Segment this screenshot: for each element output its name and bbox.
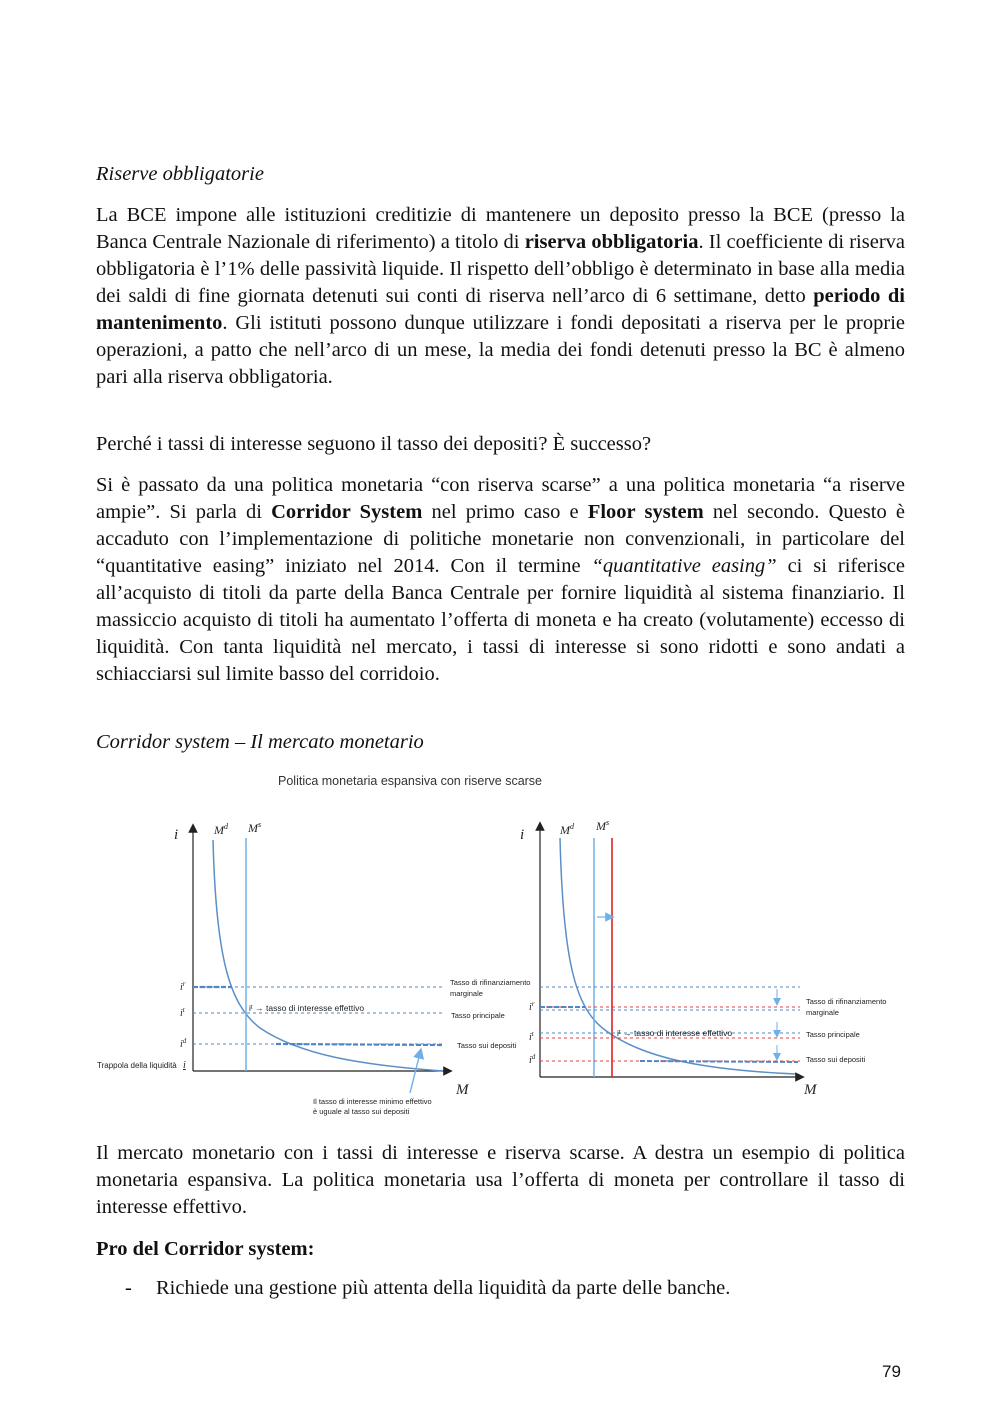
left-note-b: è uguale al tasso sui depositi <box>313 1107 410 1116</box>
right-it-label: $i^t$ <box>529 1030 534 1043</box>
bullet-mark: - <box>125 1277 132 1299</box>
left-rate-deposits: Tasso sui depositi <box>457 1041 517 1050</box>
right-id-heavy <box>640 1061 798 1062</box>
left-note-a: Il tasso di interesse minimo effettivo <box>313 1097 432 1106</box>
p2-text-c: nel primo caso e <box>422 501 588 523</box>
right-ms-label: $M^s$ <box>596 818 610 833</box>
left-trap-label: Trappola della liquidità <box>97 1061 177 1070</box>
right-x-label: M <box>804 1082 817 1098</box>
right-ir-label: $i^r$ <box>529 1000 535 1013</box>
right-demand-curve <box>560 838 795 1074</box>
left-ms-label: $M^s$ <box>248 820 262 835</box>
right-md-label: $M^d$ <box>560 822 574 837</box>
p1-text-a: La BCE impone alle istituzioni creditizie di mantenere un deposito presso la BCE (presso la Banca Centrale Nazionale di riferimento) a titolo di <box>96 204 905 253</box>
left-rate-principal: Tasso principale <box>451 1011 505 1020</box>
left-id-heavy <box>276 1044 442 1045</box>
p1-bold-riserva: riserva obbligatoria <box>524 231 699 253</box>
left-it-label: $i^t$ <box>180 1006 185 1019</box>
left-y-label: i <box>174 827 179 843</box>
paragraph-corridor <box>96 472 905 688</box>
left-note-arrow <box>410 1053 420 1093</box>
left-rate-refin-b: marginale <box>450 989 483 998</box>
question-line: Perché i tassi di interesse seguono il tasso dei depositi? È successo? <box>96 433 652 455</box>
corridor-figure <box>0 760 1000 1130</box>
right-rate-refin-b: marginale <box>806 1008 839 1017</box>
p2-bold-corridor: Corridor System <box>271 501 423 523</box>
p2-bold-floor: Floor system <box>587 501 704 523</box>
left-md-label: $M^d$ <box>214 822 228 837</box>
left-chart <box>97 820 530 1116</box>
right-rate-deposits: Tasso sui depositi <box>806 1055 866 1064</box>
p1-text-e: . Gli istituti possono dunque utilizzare i fondi depositati a riserva per le proprie operazioni, a patto che nell’arco di un mese, la media dei fondi detenuti presso la BC è almeno pari alla riserva obbligatoria. <box>96 312 905 388</box>
p2-italic-qe: “quantitative easing” <box>591 555 777 577</box>
left-id-label: $i^d$ <box>180 1037 187 1050</box>
left-x-label: M <box>456 1082 469 1098</box>
right-chart <box>520 818 886 1098</box>
left-ilow-label: i <box>183 1060 186 1071</box>
bullet-item-1: Richiede una gestione più attenta della liquidità da parte delle banche. <box>156 1277 731 1299</box>
section-heading-corridor: Corridor system – Il mercato monetario <box>96 731 424 753</box>
right-effective-label: iᵗ → tasso di interesse effettivo <box>617 1028 733 1038</box>
left-rate-refin-a: Tasso di rifinanziamento <box>450 978 531 987</box>
p2-text-e: nel secondo. Questo è accaduto con l’implementazione di politiche monetarie non convenzionali, in particolare del “quantitative easing” iniziato nel 2014. Con il termine <box>96 501 905 577</box>
p2-text-g: ci si riferisce all’acquisto di titoli da parte della Banca Centrale per fornire liquidità al sistema finanziario. Il massiccio acquisto di titoli ha aumentato l’offerta di moneta e ha creato (volutamente) eccesso di liquidità. Con tanta liquidità nel mercato, i tassi di interesse si sono ridotti e sono andati a schiacciarsi sul limite basso del corridoio. <box>96 555 906 685</box>
p1-bold-periodo: periodo di mantenimento <box>96 285 906 334</box>
pro-heading: Pro del Corridor system: <box>96 1238 315 1260</box>
figure-title: Politica monetaria espansiva con riserve scarse <box>278 774 543 788</box>
left-ir-label: $i^r$ <box>180 980 186 993</box>
figure-caption: Il mercato monetario con i tassi di interesse e riserva scarse. A destra un esempio di politica monetaria espansiva. La politica monetaria usa l’offerta di moneta per controllare il tasso di interesse effettivo. <box>96 1142 905 1218</box>
p1-text-c: . Il coefficiente di riserva obbligatoria è l’1% delle passività liquide. Il rispetto dell’obbligo è determinato in base alla media dei saldi di fine giornata detenuti sui conti di riserva nell’arco di 6 settimane, detto <box>96 231 906 307</box>
paragraph-riserve <box>96 202 905 391</box>
right-rate-principal: Tasso principale <box>806 1030 860 1039</box>
left-effective-label: iᵗ → tasso di interesse effettivo <box>249 1003 365 1013</box>
section-heading-riserve: Riserve obbligatorie <box>96 163 264 185</box>
page-number: 79 <box>882 1362 901 1381</box>
right-id-label: $i^d$ <box>529 1053 536 1066</box>
left-demand-curve <box>213 840 443 1071</box>
right-y-label: i <box>520 827 525 843</box>
right-rate-refin-a: Tasso di rifinanziamento <box>806 997 887 1006</box>
p2-text-a: Si è passato da una politica monetaria “con riserva scarse” a una politica monetaria “a riserve ampie”. Si parla di <box>96 474 905 523</box>
